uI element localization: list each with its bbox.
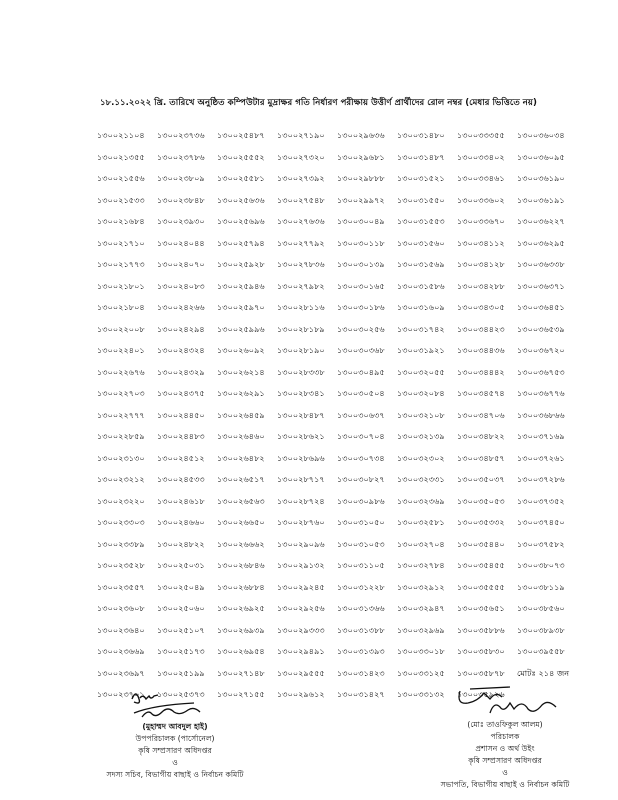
- roll-number-cell: ১৩০০২৪৪৫০: [157, 410, 205, 420]
- roll-number-cell: ১৩০০৩৭২৮৬: [517, 475, 565, 485]
- roll-number-cell: ১৩০০২৩৯৩০: [157, 217, 205, 227]
- roll-number-cell: ১৩০০২৮৭২৪: [277, 496, 325, 506]
- roll-number-cell: ১৩০০৩০৯৮৬: [337, 496, 385, 506]
- roll-number-cell: ১৩০০২৫১০৭: [157, 625, 205, 635]
- roll-number-cell: ১৩০০২৬৪৮২: [217, 453, 265, 463]
- roll-number-cell: ১৩০০৩১৩৯৩: [337, 647, 385, 657]
- roll-number-cell: ১৩০০৩২৩৩১: [397, 475, 445, 485]
- roll-number-cell: ১৩০০৩৬৫৩৯: [517, 324, 565, 334]
- roll-number-cell: ১৩০০২১১০৪: [97, 131, 145, 141]
- roll-number-cell: ১৩০০২৯০৯৬: [277, 539, 325, 549]
- roll-number-cell: ১৩০০৩১৫৮৬: [397, 281, 445, 291]
- roll-number-cell: ১৩০০২৫১৯৯: [157, 668, 205, 678]
- roll-number-cell: ১৩০০৩৪৪৪২: [457, 367, 505, 377]
- roll-number-cell: ১৩০০৩০১১৮: [337, 238, 385, 248]
- roll-number-cell: ১৩০০৩১৫৫০: [397, 195, 445, 205]
- roll-number-cell: ১৩০০২২৭০৩: [97, 389, 145, 399]
- table-row: [97, 126, 577, 148]
- roll-number-cell: ১৩০০৩১০৫০: [337, 518, 385, 528]
- roll-number-cell: ১৩০০৩৭৪৫০: [517, 518, 565, 528]
- roll-number-cell: ১৩০০২৫০৩১: [157, 561, 205, 571]
- table-row: [97, 535, 577, 557]
- roll-number-cell: ১৩০০৩৬১৯১: [517, 195, 565, 205]
- roll-number-cell: ১৩০০২৪৩২৪: [157, 346, 205, 356]
- roll-number-cell: ১৩০০২৮৩৪১: [277, 389, 325, 399]
- roll-number-cell: ১৩০০৩১২২৮: [337, 582, 385, 592]
- roll-number-cell: ১৩০০২৮৭১৭: [277, 475, 325, 485]
- roll-number-cell: ১৩০০২৫৩৭৩: [157, 690, 205, 700]
- roll-number-cell: ১৩০০২৩৩৮৯: [97, 539, 145, 549]
- signatory-name-left: (মুহাম্মদ আবদুল হাই): [142, 722, 208, 731]
- document-heading: ১৮.১১.২০২২ খ্রি. তারিখে অনুষ্ঠিত কম্পিউটার মুদ্রাক্ষর গতি নির্ধারণ পরীক্ষায় উত্তীর্ণ প্রার্থীদের রোল নম্বর (মেধার ভিত্তিতে নয়): [100, 98, 537, 108]
- roll-number-cell: ১৩০০৩২৩০২: [397, 453, 445, 463]
- roll-number-cell: ১৩০০৩৪৩০৫: [457, 303, 505, 313]
- roll-number-cell: ১৩০০২২৬৭৬: [97, 367, 145, 377]
- table-row: [97, 449, 577, 471]
- roll-number-cell: ১৩০০২৯৯৭২: [337, 195, 385, 205]
- roll-number-cell: ১৩০০৩১৫২১: [397, 174, 445, 184]
- roll-number-cell: ১৩০০২১৫৩৩: [97, 195, 145, 205]
- roll-number-cell: ১৩০০২৮১৯০: [277, 346, 325, 356]
- roll-number-cell: ১৩০০২৮৭৬০: [277, 518, 325, 528]
- roll-number-cell: ১৩০০৩১১০৫: [337, 561, 385, 571]
- roll-number-cell: ১৩০০৩৬০৩৪: [517, 131, 565, 141]
- roll-number-cell: ১৩০০২৩৫৫৭: [97, 582, 145, 592]
- roll-number-cell: ১৩০০৩৬৭৫৩: [517, 367, 565, 377]
- roll-number-cell: ১৩০০২৪৮২২: [157, 539, 205, 549]
- roll-number-cell: ১৩০০৩১৩৮৮: [337, 625, 385, 635]
- roll-number-cell: ১৩০০২৭১৫৫: [217, 690, 265, 700]
- table-row: [97, 427, 577, 449]
- roll-number-cell: ১৩০০২৬৬৬২: [217, 539, 265, 549]
- roll-number-cell: ১৩০০২৯৫৫৫: [277, 668, 325, 678]
- table-row: [97, 556, 577, 578]
- roll-number-cell: ১৩০০২৬৮৪৬: [217, 561, 265, 571]
- roll-number-cell: ১৩০০২৩৭৮৬: [157, 152, 205, 162]
- roll-number-cell: ১৩০০৩৬২৯৫: [517, 238, 565, 248]
- roll-number-cell: ১৩০০২৮৬২১: [277, 432, 325, 442]
- total-count: মোটঃ ২১৪ জন: [517, 668, 570, 678]
- roll-number-cell: ১৩০০৩০২৫৬: [337, 324, 385, 334]
- roll-number-cell: ১৩০০৩৫৩৩২: [457, 518, 505, 528]
- table-row: [97, 148, 577, 170]
- roll-number-cell: ১৩০০২৫৫৫২: [217, 152, 265, 162]
- roll-number-cell: ১৩০০৩১৪২৩: [337, 668, 385, 678]
- roll-number-cell: ১৩০০৩৭৩৫২: [517, 496, 565, 506]
- roll-number-cell: ১৩০০২৪৫৩৩: [157, 475, 205, 485]
- roll-number-cell: ১৩০০৩৫৯২৬: [457, 690, 505, 700]
- roll-number-cell: ১৩০০২৩২১২: [97, 475, 145, 485]
- roll-number-cell: ১৩০০৩৩৪৬১: [457, 174, 505, 184]
- roll-number-cell: ১৩০০৩২১০৮: [397, 410, 445, 420]
- roll-number-cell: ১৩০০২১৭১০: [97, 238, 145, 248]
- roll-number-cell: ১৩০০২১৭৭৩: [97, 260, 145, 270]
- roll-number-cell: ১৩০০৩০১৬৫: [337, 281, 385, 291]
- table-row: [97, 298, 577, 320]
- roll-number-cell: ১৩০০২৫৬৯৬: [217, 217, 265, 227]
- roll-number-cell: ১৩০০৩০৭০৪: [337, 432, 385, 442]
- signatory-conj-left: ও: [172, 758, 178, 767]
- roll-number-cell: ১৩০০২১৮০১: [97, 281, 145, 291]
- roll-number-cell: ১৩০০২৩৬৬৯: [97, 647, 145, 657]
- table-row: [97, 320, 577, 342]
- roll-number-cell: ১৩০০২৮১১৬: [277, 303, 325, 313]
- roll-number-cell: ১৩০০৩২০৫৫: [397, 367, 445, 377]
- roll-number-cell: ১৩০০২৯৬৩৬: [337, 131, 385, 141]
- roll-number-cell: ১৩০০২১৩৫৫: [97, 152, 145, 162]
- roll-number-cell: ১৩০০৩৭৫৮২: [517, 539, 565, 549]
- handwritten-signature-right: [440, 683, 570, 719]
- table-row: [97, 578, 577, 600]
- roll-number-cell: ১৩০০৩০৬৩৭: [337, 410, 385, 420]
- roll-number-cell: ১৩০০৩১৩৬৬: [337, 604, 385, 614]
- roll-number-cell: ১৩০০৩২৯৪৭: [397, 604, 445, 614]
- roll-number-cell: ১৩০০২৮৬৯৬: [277, 453, 325, 463]
- roll-number-cell: ১৩০০৩৫৪৫৫: [457, 561, 505, 571]
- roll-number-cell: ১৩০০২৩৫২৮: [97, 561, 145, 571]
- roll-number-cell: ১৩০০২৬২১৪: [217, 367, 265, 377]
- roll-number-cell: ১৩০০৩২৭০৪: [397, 539, 445, 549]
- roll-number-cell: ১৩০০২৬৪৬০: [217, 432, 265, 442]
- roll-number-cell: ১৩০০২২০০৮: [97, 324, 145, 334]
- roll-number-cell: ১৩০০২৭৩৯২: [277, 174, 325, 184]
- roll-number-cell: ১৩০০২৬২৯১: [217, 389, 265, 399]
- signature-block-left: [90, 687, 260, 781]
- roll-number-cell: ১৩০০৩৮০৭৩: [517, 561, 565, 571]
- roll-number-cell: ১৩০০৩১৬০৯: [397, 303, 445, 313]
- roll-number-cell: ১৩০০২৩২২০: [97, 496, 145, 506]
- table-row: [97, 470, 577, 492]
- signatory-office-left: কৃষি সম্প্রসারণ অধিদপ্তর: [138, 746, 212, 755]
- roll-number-cell: ১৩০০৩৫০৩৭: [457, 475, 505, 485]
- roll-number-cell: ১৩০০৩৫৪৪০: [457, 539, 505, 549]
- roll-number-cell: ১৩০০৩৩০১৮: [397, 647, 445, 657]
- signatory-designation-left: উপপরিচালক (পার্সোনেল): [135, 734, 215, 743]
- roll-number-cell: ১৩০০৩৬৩৭১: [517, 281, 565, 291]
- roll-number-cell: ১৩০০২৪৩২৯: [157, 367, 205, 377]
- roll-number-cell: ১৩০০৩৭১৬৯: [517, 432, 565, 442]
- signatory-role-left: সদস্য সচিব, বিভাগীয় বাছাই ও নির্বাচন কমিটি: [106, 770, 244, 779]
- roll-number-cell: ১৩০০৩০১৩৯: [337, 260, 385, 270]
- roll-number-cell: ১৩০০২৪০৭০: [157, 260, 205, 270]
- roll-number-cell: ১৩০০৩৬৭৭৬: [517, 389, 565, 399]
- roll-number-cell: ১৩০০৩০৩৬৮: [337, 346, 385, 356]
- roll-number-cell: ১৩০০৩৪৪২৩: [457, 324, 505, 334]
- roll-number-cell: ১৩০০২৭৫৪৮: [277, 195, 325, 205]
- roll-number-cell: ১৩০০২৪৬১৮: [157, 496, 205, 506]
- roll-number-cell: ১৩০০২২৮৫৯: [97, 432, 145, 442]
- roll-number-cell: ১৩০০২৫০৪৯: [157, 582, 205, 592]
- roll-number-cell: ১৩০০২৬৫৬৩: [217, 496, 265, 506]
- roll-number-cell: ১৩০০৩১৭৪২: [397, 324, 445, 334]
- roll-number-cell: ১৩০০২৫১৭৩: [157, 647, 205, 657]
- roll-number-cell: ১৩০০২৭১৯০: [277, 131, 325, 141]
- roll-number-cell: ১৩০০২৭৭৯২: [277, 238, 325, 248]
- roll-number-cell: ১৩০০২৩৮৪৮: [157, 195, 205, 205]
- roll-number-cell: ১৩০০৩৩৪০২: [457, 152, 505, 162]
- table-row: [97, 513, 577, 535]
- table-row: [97, 642, 577, 664]
- roll-number-cell: ১৩০০৩৪১১২: [457, 238, 505, 248]
- signatory-conj-right: ও: [502, 768, 508, 777]
- roll-number-cell: ১৩০০২৬৯৩৯: [217, 625, 265, 635]
- roll-number-cell: ১৩০০২৩৬৯৭: [97, 668, 145, 678]
- table-row: [97, 169, 577, 191]
- signatory-role-right: সভাপতি, বিভাগীয় বাছাই ও নির্বাচন কমিটি: [440, 780, 570, 789]
- roll-number-cell: ১৩০০৩৪৪৩৬: [457, 346, 505, 356]
- roll-number-cell: ১৩০০২৮৩৩৮: [277, 367, 325, 377]
- signatory-office-right: কৃষি সম্প্রসারণ অধিদপ্তর: [468, 756, 542, 765]
- roll-number-cell: ১৩০০২৬৮৮৪: [217, 582, 265, 592]
- roll-number-cell: ১৩০০২৫৯৯৬: [217, 324, 265, 334]
- roll-number-cell: ১৩০০২৯৪৯১: [277, 647, 325, 657]
- roll-number-cell: ১৩০০২৩৭৩৬: [157, 131, 205, 141]
- roll-number-cell: ১৩০০২৪০৪৪: [157, 238, 205, 248]
- roll-number-cell: ১৩০০৩০৮২৭: [337, 475, 385, 485]
- table-row: [97, 341, 577, 363]
- roll-number-cell: ১৩০০৩২৩৬৯: [397, 496, 445, 506]
- table-row: [97, 621, 577, 643]
- roll-number-cell: ১৩০০২৯৩৩৩: [277, 625, 325, 635]
- roll-number-cell: ১৩০০২৭১৪৮: [217, 668, 265, 678]
- roll-number-cell: ১৩০০৩৫০৫৩: [457, 496, 505, 506]
- table-row: [97, 255, 577, 277]
- roll-number-cell: ১৩০০৩৫৬৫১: [457, 604, 505, 614]
- roll-number-cell: ১৩০০৩৩৬৭০: [457, 217, 505, 227]
- roll-number-cell: ১৩০০৩৮৫৬০: [517, 604, 565, 614]
- roll-number-cell: ১৩০০৩০৪৯৫: [337, 367, 385, 377]
- roll-number-cell: ১৩০০৩৬৪৫১: [517, 303, 565, 313]
- roll-number-cell: ১৩০০২৭৩২০: [277, 152, 325, 162]
- signatory-wing-right: প্রশাসন ও অর্থ উইং: [475, 744, 535, 753]
- roll-number-cell: ১৩০০২৫০৬০: [157, 604, 205, 614]
- roll-number-cell: ১৩০০৩৭২৬১: [517, 453, 565, 463]
- table-row: [97, 664, 577, 686]
- roll-number-cell: ১৩০০২৯২৫৬: [277, 604, 325, 614]
- roll-number-cell: ১৩০০৩১৫৬০: [397, 238, 445, 248]
- roll-number-cell: ১৩০০৩১৯২১: [397, 346, 445, 356]
- roll-number-cell: ১৩০০৩৪৮২২: [457, 432, 505, 442]
- roll-number-cell: ১৩০০৩৪১২৮: [457, 260, 505, 270]
- roll-number-cell: ১৩০০৩১৪৮৭: [397, 152, 445, 162]
- roll-number-table: [97, 126, 577, 707]
- signatory-name-right: (মোঃ তাওফিকুল আলম): [467, 720, 543, 729]
- roll-number-cell: ১৩০০২৭৬৩৬: [277, 217, 325, 227]
- roll-number-cell: ১৩০০২৩১৩০: [97, 453, 145, 463]
- roll-number-cell: ১৩০০২৫৯৭০: [217, 303, 265, 313]
- roll-number-cell: ১৩০০২৪৪৮৩: [157, 432, 205, 442]
- roll-number-cell: ১৩০০৩৬১৯০: [517, 174, 565, 184]
- roll-number-cell: ১৩০০৩৮১১৯: [517, 582, 565, 592]
- table-row: [97, 384, 577, 406]
- roll-number-cell: ১৩০০২৪৩৭৫: [157, 389, 205, 399]
- table-row: [97, 363, 577, 385]
- roll-number-cell: ১৩০০৩৮৯৩৮: [517, 625, 565, 635]
- table-row: [97, 234, 577, 256]
- roll-number-cell: ১৩০০২৬৪৫৯: [217, 410, 265, 420]
- table-row: [97, 599, 577, 621]
- roll-number-cell: ১৩০০৩২০৮৪: [397, 389, 445, 399]
- roll-number-cell: ১৩০০২৬৫১৭: [217, 475, 265, 485]
- roll-number-cell: ১৩০০৩০১৮৬: [337, 303, 385, 313]
- roll-number-cell: ১৩০০২২৪০১: [97, 346, 145, 356]
- roll-number-cell: ১৩০০৩০৫০৪: [337, 389, 385, 399]
- roll-number-cell: ১৩০০৩০৭৩৪: [337, 453, 385, 463]
- roll-number-cell: ১৩০০৩২৫৮১: [397, 518, 445, 528]
- roll-number-cell: ১৩০০২৫৬৩৬: [217, 195, 265, 205]
- roll-number-cell: ১৩০০২৬৯৫৪: [217, 647, 265, 657]
- roll-number-cell: ১৩০০২৩৬৪০: [97, 625, 145, 635]
- roll-number-cell: ১৩০০৩৬৮৬৬: [517, 410, 565, 420]
- roll-number-cell: ১৩০০৩৫৫৫৫: [457, 582, 505, 592]
- signature-block-right: [410, 683, 600, 791]
- roll-number-cell: ১৩০০২৫৯২৮: [217, 260, 265, 270]
- table-row: [97, 492, 577, 514]
- roll-number-cell: ১৩০০২৯৮৮৮: [337, 174, 385, 184]
- roll-number-cell: ১৩০০২৪২৯৪: [157, 324, 205, 334]
- table-row: [97, 406, 577, 428]
- roll-number-cell: ১৩০০২২৭৭৭: [97, 410, 145, 420]
- roll-number-cell: ১৩০০৩১৫৬৯: [397, 260, 445, 270]
- roll-number-cell: ১৩০০৩৩১৩২: [397, 690, 445, 700]
- roll-number-cell: ১৩০০২৫৫৮১: [217, 174, 265, 184]
- roll-number-cell: ১৩০০৩২১৩৯: [397, 432, 445, 442]
- handwritten-signature-left: [120, 687, 230, 721]
- roll-number-cell: ১৩০০৩৩৩৫৫: [457, 131, 505, 141]
- roll-number-cell: ১৩০০২৭৯৮২: [277, 281, 325, 291]
- roll-number-cell: ১৩০০৩৪৮৫৭: [457, 453, 505, 463]
- roll-number-cell: ১৩০০৩৬৭২০: [517, 346, 565, 356]
- roll-number-cell: ১৩০০৩০০৪৯: [337, 217, 385, 227]
- table-row: [97, 277, 577, 299]
- roll-number-cell: ১৩০০৩৫৮৩০: [457, 647, 505, 657]
- roll-number-cell: ১৩০০৩৪৫৭৪: [457, 389, 505, 399]
- roll-number-cell: ১৩০০২৮৪৮৭: [277, 410, 325, 420]
- roll-number-cell: ১৩০০৩১৫৫৩: [397, 217, 445, 227]
- roll-number-cell: ১৩০০২১৫৫৬: [97, 174, 145, 184]
- roll-number-cell: ১৩০০২৯২৪৫: [277, 582, 325, 592]
- roll-number-cell: ১৩০০২৯১৩২: [277, 561, 325, 571]
- roll-number-cell: ১৩০০২৫৪৮৭: [217, 131, 265, 141]
- table-row: [97, 191, 577, 213]
- roll-number-cell: ১৩০০৩২৯৬৯: [397, 625, 445, 635]
- roll-number-cell: ১৩০০২৪৬৬০: [157, 518, 205, 528]
- roll-number-cell: ১৩০০৩৬০৯৫: [517, 152, 565, 162]
- roll-number-cell: ১৩০০২১৬৮৪: [97, 217, 145, 227]
- roll-number-cell: ১৩০০৩১৪৮০: [397, 131, 445, 141]
- roll-number-cell: ১৩০০২৫৭৯৪: [217, 238, 265, 248]
- roll-number-cell: ১৩০০২৬০৯২: [217, 346, 265, 356]
- roll-number-cell: ১৩০০২৪০৮৩: [157, 281, 205, 291]
- roll-number-cell: ১৩০০২৬৬৫০: [217, 518, 265, 528]
- roll-number-cell: ১৩০০৩১৪২৭: [337, 690, 385, 700]
- roll-number-cell: ১৩০০২৪২৬৬: [157, 303, 205, 313]
- roll-number-cell: ১৩০০২৬৯২৫: [217, 604, 265, 614]
- roll-number-cell: ১৩০০৩১০৫৩: [337, 539, 385, 549]
- roll-number-cell: ১৩০০৩৬৩৩৮: [517, 260, 565, 270]
- roll-number-cell: ১৩০০৩৯৫৫৮: [517, 647, 565, 657]
- roll-number-cell: ১৩০০২৫৯৪৬: [217, 281, 265, 291]
- roll-number-cell: ১৩০০৩৫৮৮৬: [457, 625, 505, 635]
- table-row: [97, 212, 577, 234]
- roll-number-cell: ১৩০০২১৮০৪: [97, 303, 145, 313]
- roll-number-cell: ১৩০০২৩৮০৯: [157, 174, 205, 184]
- roll-number-cell: ১৩০০২৩৩০৩: [97, 518, 145, 528]
- roll-number-cell: ১৩০০২৪৫১২: [157, 453, 205, 463]
- roll-number-cell: ১৩০০২৯৬৮১: [337, 152, 385, 162]
- roll-number-cell: ১৩০০২৯৬১২: [277, 690, 325, 700]
- roll-number-cell: ১৩০০৩২৭৮৪: [397, 561, 445, 571]
- roll-number-cell: ১৩০০৩৩৬০২: [457, 195, 505, 205]
- roll-number-cell: ১৩০০৩৫৮৭৮: [457, 668, 505, 678]
- roll-number-cell: ১৩০০২৩৬০৮: [97, 604, 145, 614]
- roll-number-cell: ১৩০০৩৪৭০৬: [457, 410, 505, 420]
- signatory-designation-right: পরিচালক: [490, 732, 520, 741]
- roll-number-cell: ১৩০০৩৬২২৭: [517, 217, 565, 227]
- roll-number-cell: ১৩০০৩৪২৮৮: [457, 281, 505, 291]
- roll-number-cell: ১৩০০৩২৯১২: [397, 582, 445, 592]
- roll-number-cell: ১৩০০২৮১৮৯: [277, 324, 325, 334]
- roll-number-cell: ১৩০০২৭৮৩৬: [277, 260, 325, 270]
- roll-number-cell: ১৩০০২৩৭০১: [97, 690, 145, 700]
- roll-number-cell: ১৩০০৩৩১২৫: [397, 668, 445, 678]
